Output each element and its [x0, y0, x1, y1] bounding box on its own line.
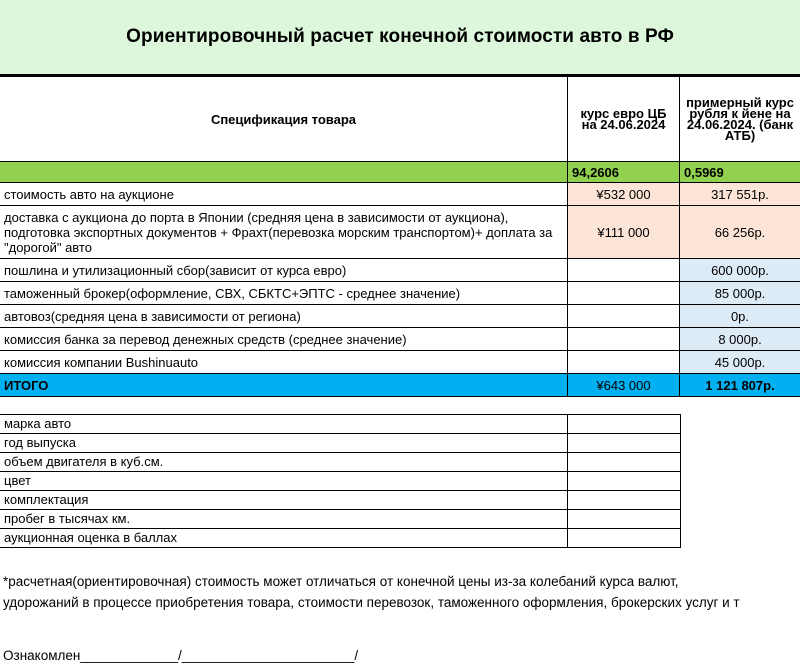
row-label: пошлина и утилизационный сбор(зависит от курса евро): [0, 259, 568, 282]
row-rub: 317 551р.: [680, 183, 800, 206]
row-yen: ¥532 000: [568, 183, 680, 206]
car-field-label: аукционная оценка в баллах: [0, 529, 568, 548]
row-yen: ¥111 000: [568, 206, 680, 259]
header-row: [0, 77, 800, 162]
car-field-label: цвет: [0, 472, 568, 491]
row-label: комиссия компании Bushinuauto: [0, 351, 568, 374]
row-rub: 45 000р.: [680, 351, 800, 374]
yen-rate-header: примерный курс рубля к йене на 24.06.2024. (банк АТБ): [680, 77, 800, 162]
row-rub: 85 000р.: [680, 282, 800, 305]
table-row: [0, 183, 800, 206]
car-field-value[interactable]: [568, 510, 681, 529]
table-row: [0, 305, 800, 328]
car-field-value[interactable]: [568, 415, 681, 434]
car-field-value[interactable]: [568, 472, 681, 491]
row-label: таможенный брокер(оформление, СВХ, СБКТС+ЭПТС - среднее значение): [0, 282, 568, 305]
page-title: Ориентировочный расчет конечной стоимости авто в РФ: [126, 26, 674, 47]
car-field-value[interactable]: [568, 491, 681, 510]
cost-table: [0, 76, 800, 397]
note-line: удорожаний в процессе приобретения товара, стоимости перевозок, таможенного оформления, брокерских услуг и т: [3, 595, 740, 610]
signoff-line: Ознакомлен_____________/_______________________/: [3, 648, 359, 663]
row-label: стоимость авто на аукционе: [0, 183, 568, 206]
row-rub: 8 000р.: [680, 328, 800, 351]
rate-row-label: [0, 162, 568, 183]
row-yen: [568, 282, 680, 305]
total-row: [0, 374, 800, 397]
row-rub: 0р.: [680, 305, 800, 328]
row-label: автовоз(средняя цена в зависимости от региона): [0, 305, 568, 328]
car-field-row: [0, 434, 681, 453]
row-yen: [568, 259, 680, 282]
car-field-row: [0, 491, 681, 510]
euro-rate-value: 94,2606: [568, 162, 680, 183]
car-field-row: [0, 529, 681, 548]
title-band: [0, 0, 800, 76]
table-row: [0, 328, 800, 351]
total-rub: 1 121 807р.: [680, 374, 800, 397]
car-field-row: [0, 415, 681, 434]
car-field-row: [0, 453, 681, 472]
row-rub: 600 000р.: [680, 259, 800, 282]
car-field-label: комплектация: [0, 491, 568, 510]
table-row: [0, 206, 800, 259]
table-row: [0, 351, 800, 374]
total-label: ИТОГО: [0, 374, 568, 397]
note-line: *расчетная(ориентировочная) стоимость может отличаться от конечной цены из-за колебаний курса валют,: [3, 574, 679, 589]
yen-rate-value: 0,5969: [680, 162, 800, 183]
disclaimer-note: [3, 571, 800, 613]
row-label: доставка с аукциона до порта в Японии (средняя цена в зависимости от аукциона), подготовка экспортных документов + Фрахт(перевозка морским транспортом)+ доплата за "дорогой" авто: [0, 206, 568, 259]
car-info-table: [0, 414, 681, 548]
car-field-label: объем двигателя в куб.см.: [0, 453, 568, 472]
row-rub: 66 256р.: [680, 206, 800, 259]
total-yen: ¥643 000: [568, 374, 680, 397]
row-yen: [568, 351, 680, 374]
car-field-row: [0, 472, 681, 491]
table-row: [0, 282, 800, 305]
spec-header: Спецификация товара: [0, 77, 568, 162]
car-field-value[interactable]: [568, 453, 681, 472]
car-field-label: марка авто: [0, 415, 568, 434]
table-row: [0, 259, 800, 282]
car-field-row: [0, 510, 681, 529]
row-yen: [568, 328, 680, 351]
car-field-label: год выпуска: [0, 434, 568, 453]
car-field-label: пробег в тысячах км.: [0, 510, 568, 529]
car-field-value[interactable]: [568, 434, 681, 453]
euro-rate-header: курс евро ЦБ на 24.06.2024: [568, 77, 680, 162]
car-field-value[interactable]: [568, 529, 681, 548]
row-label: комиссия банка за перевод денежных средств (среднее значение): [0, 328, 568, 351]
rate-row: [0, 162, 800, 183]
row-yen: [568, 305, 680, 328]
